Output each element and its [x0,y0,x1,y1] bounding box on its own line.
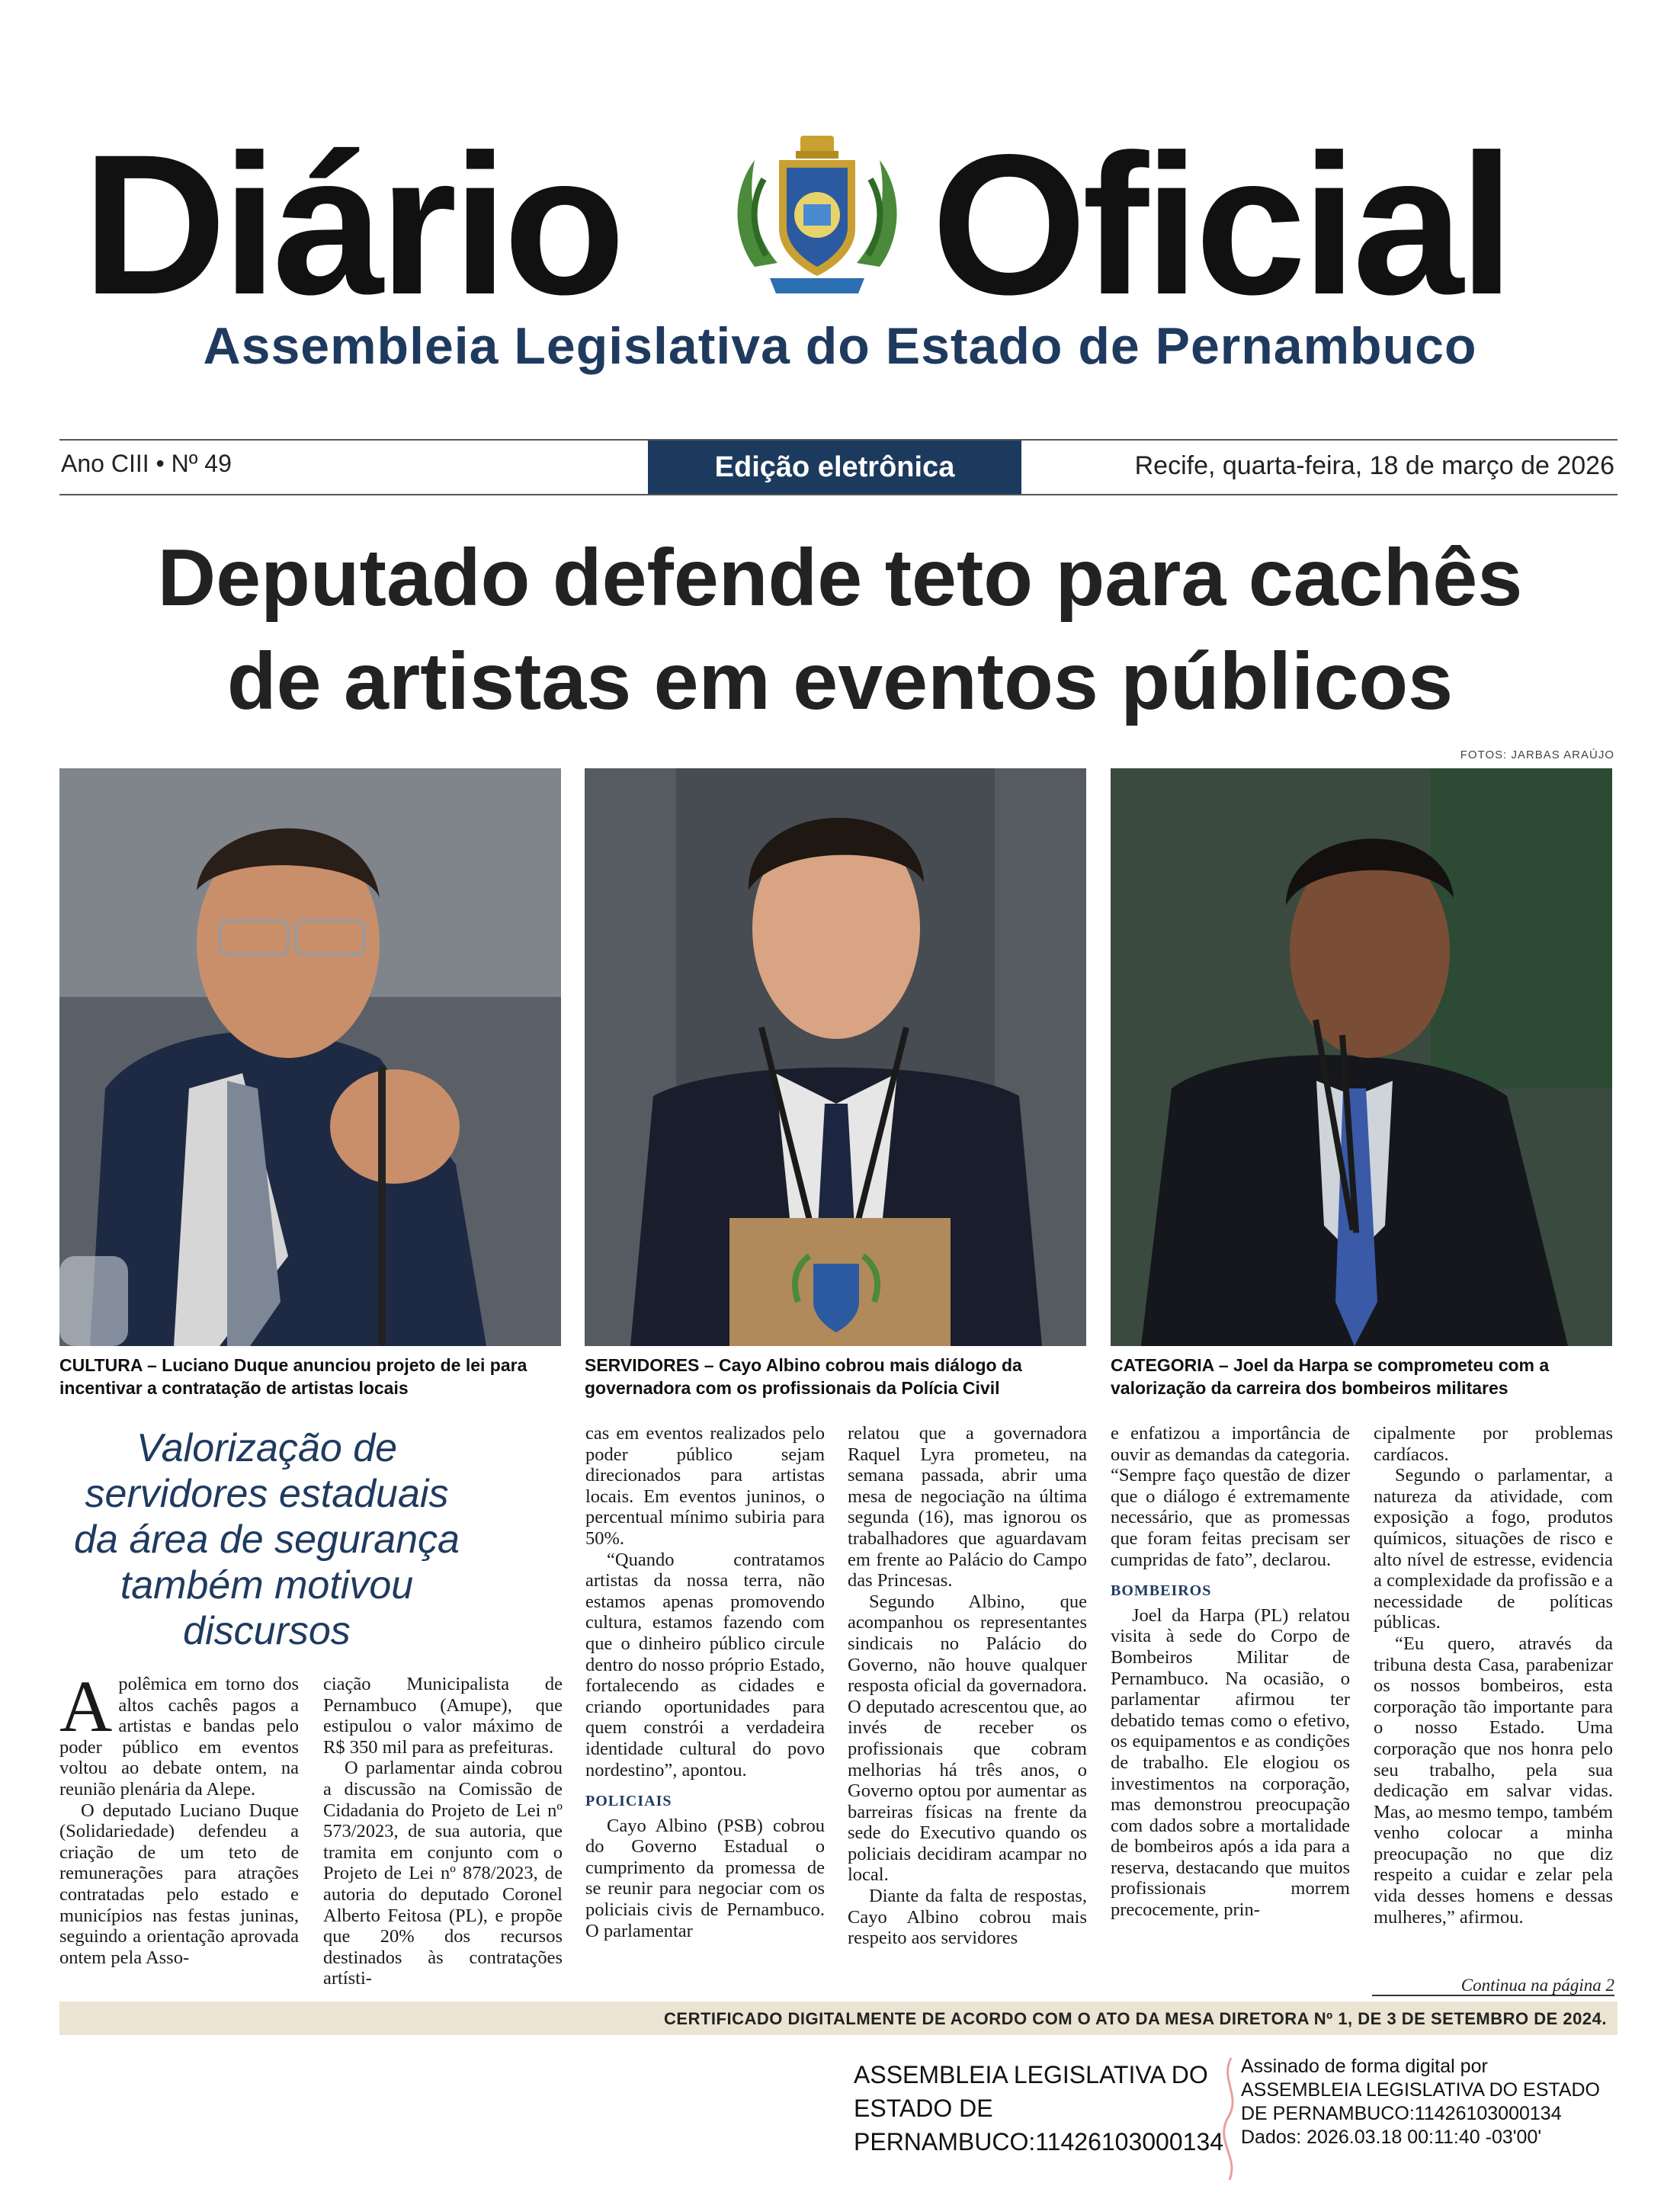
signature-name [854,2058,1250,2159]
sub-headline: Valorização de servidores estaduais da área de segurança também motivou discursos [74,1426,460,1653]
paragraph: ciação Municipalista de Pernambuco (Amupe), que estipulou o valor máximo de R$ 350 mil para as prefeituras. [323,1674,563,1758]
article-column-6 [1374,1423,1613,1928]
photo-luciano-duque [59,768,561,1346]
article-column-4 [848,1423,1087,1949]
paragraph: Cayo Albino (PSB) cobrou do Governo Estadual o cumprimento da promessa de se reunir para negociar com os policiais civis de Pernambuco. O parlamentar [585,1815,825,1941]
paragraph: Segundo Albino, que acompanhou os representantes sindicais no Palácio do Governo, não houve qualquer resposta oficial da governadora. O deputado acrescentou que, ao invés de receber os profissionais que cobram melhorias há três anos, o Governo optou por aumentar as barreiras físicas na frente da sede do Executivo quando os policiais decidiram acampar no local. [848,1591,1087,1886]
section-heading-policiais: POLICIAIS [585,1793,672,1810]
article-column-2 [323,1674,563,1989]
photo-cayo-albino [585,768,1086,1346]
issue-number: Ano CIII • Nº 49 [61,450,232,477]
paragraph: “Quando contratamos artistas da nossa terra, não estamos apenas promovendo cultura, estamos fazendo com que o dinheiro público circule dentro do nosso próprio Estado, fortalecendo as cidades e criando oportunidades para quem constrói a verdadeira identidade cultural do povo nordestino”, apontou. [585,1549,825,1781]
caption-tag: CATEGORIA – [1111,1355,1234,1375]
paragraph: cas em eventos realizados pelo poder público sejam direcionados para artistas locais. Em eventos juninos, o percentual mínimo subiria para 50%. [585,1423,825,1549]
photo-caption-3 [1111,1354,1621,1399]
signature-details [1241,2055,1668,2149]
coat-of-arms-icon [724,130,910,305]
signature-detail-line: Assinado de forma digital por [1241,2056,1488,2077]
signature-detail-line: Dados: 2026.03.18 00:11:40 -03'00' [1241,2127,1542,2148]
paragraph: “Eu quero, através da tribuna desta Casa, parabenizar os nossos bombeiros, esta corporação tão importante para o nosso Estado. Uma corporação que nos honra pelo seu trabalho, pela sua dedicação em salvar vidas. Mas, ao mesmo tempo, também venho colocar a minha preocupação no que diz respeito a cuidar e zelar pela vida desses homens e dessas mulheres,” afirmou. [1374,1633,1613,1928]
article-column-3 [585,1423,825,1941]
paragraph: Segundo o parlamentar, a natureza da atividade, com exposição a fogo, produtos químicos, situações de risco e alto nível de estresse, evidencia a complexidade da profissão e a necessidade de políticas públicas. [1374,1465,1613,1633]
paragraph: O deputado Luciano Duque (Solidariedade) defendeu a criação de um teto de remunerações para atrações contratadas pelo estado e municípios nas festas juninas, seguindo a orientação aprovada ontem pela Asso- [59,1800,299,1968]
signature-detail-line: DE PERNAMBUCO:11426103000134 [1241,2103,1562,2124]
caption-text: Cayo Albino cobrou mais diálogo da governadora com os profissionais da Polícia Civil [585,1355,1022,1398]
caption-text: Joel da Harpa se comprometeu com a valorização da carreira dos bombeiros militares [1111,1355,1550,1398]
caption-tag: SERVIDORES – [585,1355,719,1375]
signature-line: ASSEMBLEIA LEGISLATIVA DO [854,2061,1208,2088]
publication-date: Recife, quarta-feira, 18 de março de 2026 [1134,451,1614,480]
photo-credit: FOTOS: JARBAS ARAÚJO [1460,748,1614,761]
paragraph: cipalmente por problemas cardíacos. [1374,1423,1613,1465]
section-heading-bombeiros: BOMBEIROS [1111,1582,1212,1600]
masthead [0,114,1680,335]
masthead-title-left: Diário [82,113,621,336]
paragraph: O parlamentar ainda cobrou a discussão na Comissão de Cidadania do Projeto de Lei nº 573/2023, de sua autoria, que tramita em conjunto com o Projeto de Lei nº 878/2023, de autoria do deputado Coronel Alberto Feitosa (PL), e propõe que 20% dos recursos destinados às contratações artísti- [323,1758,563,1989]
headline-line-1: Deputado defende teto para cachês [157,533,1523,623]
main-headline [30,526,1650,733]
article-column-1 [59,1665,299,1968]
headline-line-2: de artistas em eventos públicos [226,636,1454,726]
caption-tag: CULTURA – [59,1355,162,1375]
caption-text: Luciano Duque anunciou projeto de lei para incentivar a contratação de artistas locais [59,1355,527,1398]
certification-text: CERTIFICADO DIGITALMENTE DE ACORDO COM O ATO DA MESA DIRETORA Nº 1, DE 3 DE SETEMBRO DE 2024. [664,2009,1607,2028]
bottom-rule [59,494,1617,495]
photo-joel-da-harpa [1111,768,1612,1346]
masthead-title-right: Oficial [931,113,1510,336]
signature-detail-line: ASSEMBLEIA LEGISLATIVA DO ESTADO [1241,2079,1600,2101]
paragraph: Apolêmica em torno dos altos cachês pagos a artistas e bandas pelo poder público em eventos voltou ao debate ontem, na reunião plenária da Alepe. [59,1665,299,1800]
photo-caption-2 [585,1354,1095,1399]
paragraph: Diante da falta de respostas, Cayo Albino cobrou mais respeito aos servidores [848,1886,1087,1949]
continues-link[interactable]: Continua na página 2 [1460,1976,1614,1995]
paragraph: e enfatizou a importância de ouvir as demandas da categoria. “Sempre faço questão de dizer que o diálogo é extremamente necessário, que as promessas que foram feitas precisam ser cumpridas de fato”, declarou. [1111,1423,1350,1570]
paragraph: relatou que a governadora Raquel Lyra prometeu, na semana passada, abrir uma mesa de negociação na última segunda (16), mas ignorou os trabalhadores que aguardavam em frente ao Palácio do Campo das Princesas. [848,1423,1087,1591]
signature-line: PERNAMBUCO:11426103000134 [854,2128,1224,2156]
paragraph: Joel da Harpa (PL) relatou visita à sede do Corpo de Bombeiros Militar de Pernambuco. Na ocasião, o parlamentar afirmou ter debatido temas como o efetivo, os equipamentos e as condições de trabalho. Ele elogiou os investimentos na corporação, mas demonstrou preocupação com dados sobre a mortalidade de bombeiros após a ida para a reserva, destacando que muitos profissionais morrem precocemente, prin- [1111,1604,1350,1921]
signature-line: ESTADO DE [854,2095,993,2122]
masthead-subtitle: Assembleia Legislativa do Estado de Pernambuco [203,317,1477,375]
photo-caption-1 [59,1354,570,1399]
drop-cap: A [59,1665,113,1747]
article-column-5 [1111,1423,1350,1921]
edition-badge: Edição eletrônica [648,441,1021,494]
